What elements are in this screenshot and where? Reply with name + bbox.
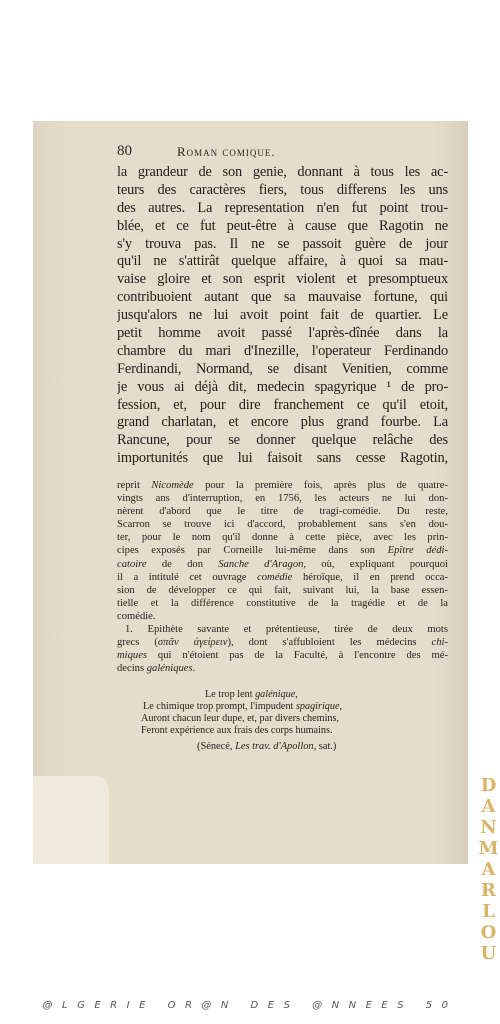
note-text: pour la première fois, après plus de quatre- — [193, 480, 448, 491]
footnote-line: tielle et la différence constitutive de la tragédie et de la — [117, 597, 448, 609]
text-line: chambre du mari d'Inezille, l'operateur Ferdinando — [117, 342, 448, 359]
page-header — [117, 143, 457, 161]
note-italic: Epître dédi- — [387, 545, 448, 557]
note-italic: Sanche d'Aragon — [218, 558, 304, 570]
verse-line: Feront expérience aux frais des corps humains. — [141, 725, 333, 736]
verse-text: Le trop lent — [205, 689, 256, 700]
footnote-line — [117, 544, 448, 557]
citation-italic: Les trav. d'Apollon — [235, 741, 314, 752]
text-line: jusqu'alors ne lui avoit point fait de quartier. Le — [117, 307, 448, 324]
note-text: héroïque, il en prend occa- — [292, 571, 448, 583]
text-line: contribuoient autant que sa mauvaise fortune, qui — [117, 289, 448, 306]
text-line: la grandeur de son genie, donnant à tous les ac- — [117, 164, 448, 180]
note-italic: Nicomède — [151, 480, 194, 491]
footnote-line: Scarron se trouve ici d'accord, probablement sans s'en dou- — [117, 519, 448, 531]
note-text: ), dont s'affubloient les médecins — [227, 637, 432, 649]
footnote-line — [117, 479, 448, 492]
note-text: . — [192, 663, 196, 675]
note-text: reprit — [117, 480, 152, 491]
footer-banner: @LGERIE OR@N DES @NNEES 50 — [42, 1000, 458, 1011]
verse-text: Le chimique trop prompt, l'impudent — [143, 701, 296, 712]
greek-text: σπᾶν ἀγείρειν — [157, 637, 228, 649]
verse-line: Auront chacun leur dupe, et, par divers chemins, — [141, 713, 340, 724]
note-text: qui n'étoient pas de la Faculté, à l'encontre des mé- — [147, 650, 448, 662]
note-text: cipes exposés par Corneille lui-même dans son — [117, 545, 388, 557]
verse-line — [117, 701, 448, 713]
footnote-line — [117, 649, 448, 662]
verse-quote — [117, 689, 448, 737]
footnote-line: nèrent d'abord que le titre de tragi-comédie. Du reste, — [117, 506, 448, 518]
note-italic: miques — [117, 650, 148, 662]
scanned-page — [33, 121, 468, 864]
text-line: petit homme avoit passé l'après-dînée dans la — [117, 325, 448, 342]
footnote-line: vingts ans d'interruption, en 1756, les acteurs ne lui don- — [117, 493, 448, 505]
note-italic: comédie — [257, 571, 293, 583]
paper-corner-patch — [33, 776, 109, 864]
note-text: , où, expliquant pourquoi — [303, 558, 448, 570]
verse-italic: spagirique — [295, 701, 340, 712]
text-line: fession, et, pour dire franchement ce qu'il etoit, — [117, 396, 448, 413]
verse-citation — [197, 741, 336, 752]
text-line: teurs des caractères fiers, tous differens les uns — [117, 181, 448, 198]
verse-line — [117, 689, 448, 701]
footnote-line: sion de développer ce qui fait, suivant lui, la base essen- — [117, 584, 448, 596]
running-head: Roman comique. — [177, 144, 276, 159]
text-line: s'y trouva pas. Il ne se passoit guère de jour — [117, 235, 448, 252]
note-text: grecs ( — [117, 637, 158, 649]
note-italic: galéniques — [146, 663, 193, 675]
footnote-line — [117, 636, 448, 649]
note-text: il a intitulé cet ouvrage — [117, 571, 258, 583]
citation-text: , sat.) — [313, 741, 337, 752]
verse-text: , — [295, 689, 298, 700]
note-italic: catoire — [117, 558, 147, 570]
page-number: 80 — [117, 143, 132, 159]
footnote-line: comédie. — [117, 610, 156, 622]
text-line: grand charlatan, et encore plus grand fourbe. La — [117, 414, 448, 431]
verse-italic: galénique — [255, 689, 296, 700]
text-line: qu'il ne s'attirât quelque affaire, à quoi sa mau- — [117, 253, 448, 270]
text-line: vaise gloire et son esprit violent et presomptueux — [117, 271, 448, 288]
watermark: DANMARLOU — [478, 775, 499, 964]
main-text — [117, 164, 448, 468]
footnote-line: ter, pour le nom qu'il donne à cette pièce, avec les prin- — [117, 532, 448, 544]
note-italic: chi- — [431, 637, 448, 649]
text-line: Rancune, pour se donner quelque relâche des — [117, 432, 448, 449]
citation-text: (Sénecé, — [197, 741, 236, 752]
note-text: decins — [117, 663, 147, 675]
verse-text: , — [339, 701, 343, 712]
text-line: je vous ai déjà dit, medecin spagyrique ¹ de pro- — [117, 378, 448, 395]
footnotes — [117, 479, 448, 675]
text-line: Ferdinandi, Normand, se disant Venitien, comme — [117, 360, 448, 377]
footnote-line — [117, 558, 448, 571]
footnote-line: 1. Epithète savante et prétentieuse, tirée de deux mots — [125, 624, 448, 636]
text-line: importunités que lui faisoit sans cesse Ragotin, — [117, 450, 448, 467]
text-line: des autres. La representation n'en fut point trou- — [117, 199, 448, 216]
note-text: de don — [146, 558, 219, 570]
footnote-line — [117, 662, 448, 675]
footnote-line — [117, 571, 448, 584]
text-line: blée, et ce fut peut-être à cause que Ragotin ne — [117, 217, 448, 234]
